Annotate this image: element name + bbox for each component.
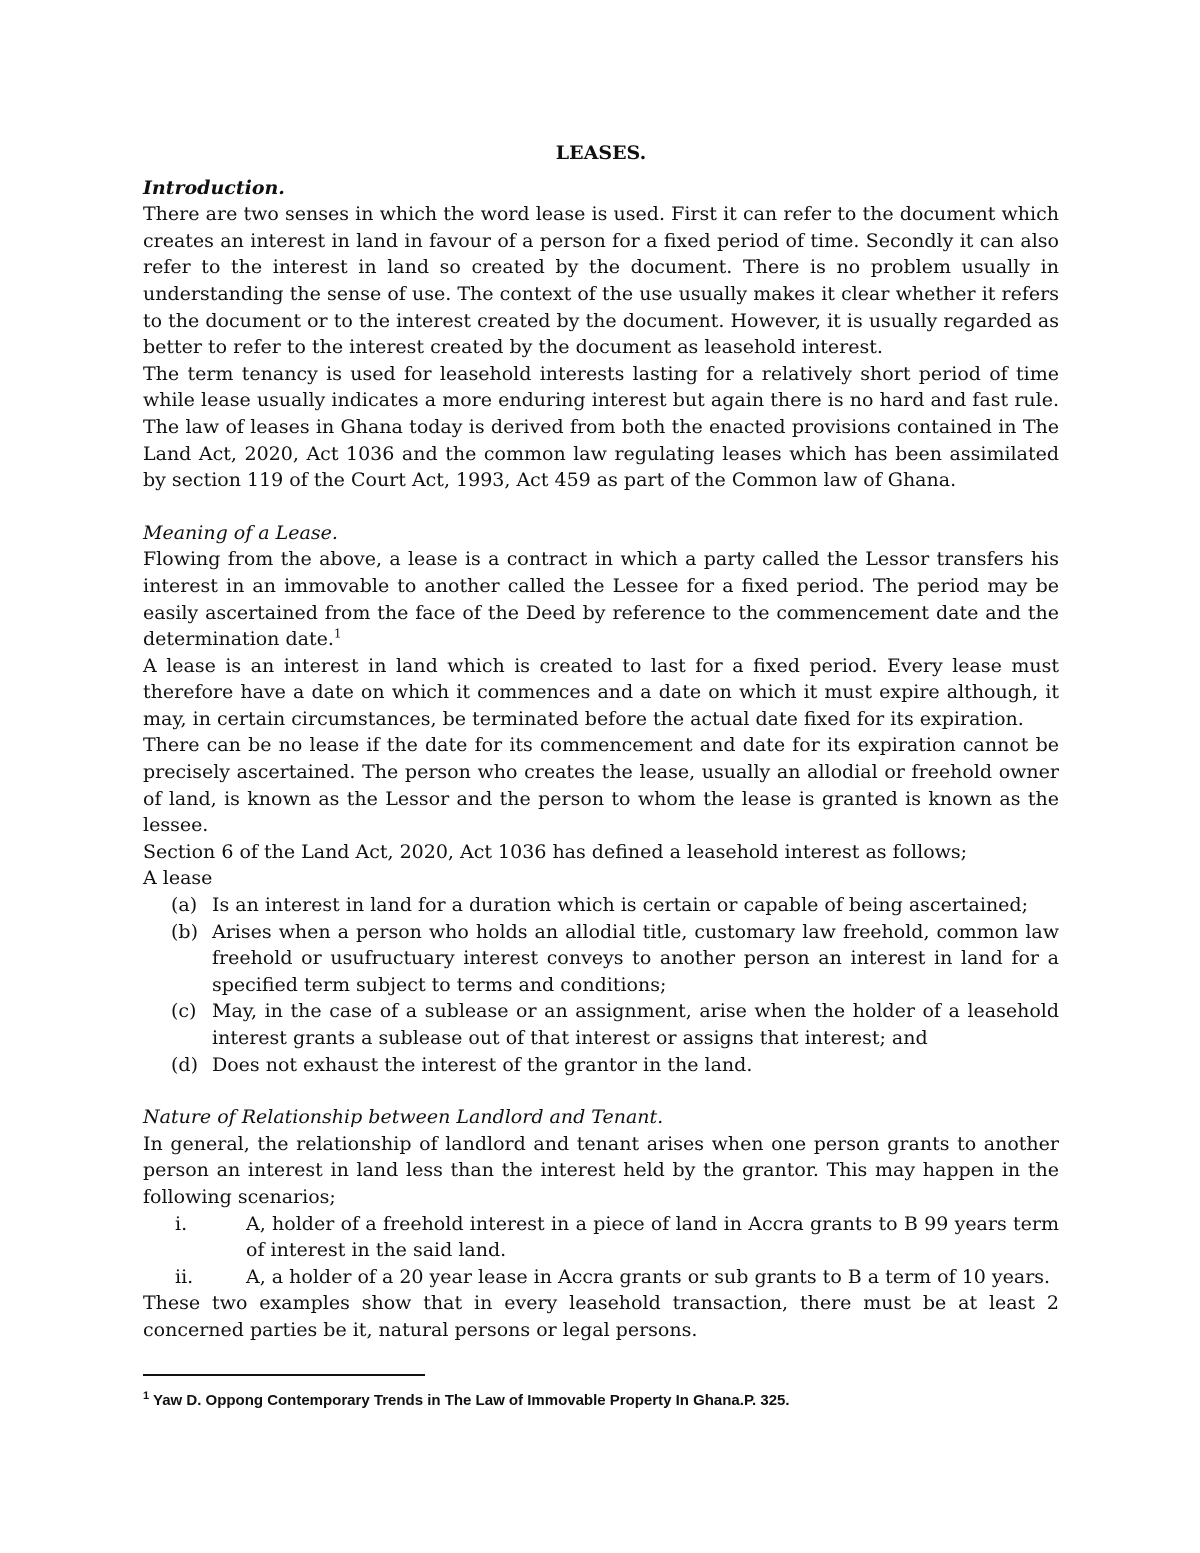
list-marker: (a): [171, 894, 198, 917]
list-item-text: Arises when a person who holds an allodial title, customary law freehold, common law freehold or usufructuary interest conveys to another person an interest in land for a specified term subject to terms and conditions;: [212, 920, 1059, 996]
intro-paragraph-2: The term tenancy is used for leasehold interests lasting for a relatively short period of time while lease usually indicates a more enduring interest but again there is no hard and fast rule. The law of leases in Ghana today is derived from both the enacted provisions contained in The Land Act, 2020, Act 1036 and the common law regulating leases which has been assimilated by section 119 of the Court Act, 1993, Act 459 as part of the Common law of Ghana.: [143, 362, 1059, 492]
lease-definition-list: [143, 892, 1059, 1078]
section-gap: [143, 1078, 1059, 1104]
meaning-paragraph-1-text: Flowing from the above, a lease is a contract in which a party called the Lessor transfers his interest in an immovable to another called the Lessee for a fixed period. The period may be easily ascertained from the face of the Deed by reference to the commencement date and the determination date.: [143, 548, 1059, 651]
document-title: LEASES.: [555, 142, 647, 164]
list-item: [143, 1211, 1059, 1264]
list-marker: (d): [171, 1053, 198, 1076]
meaning-paragraph-1: [143, 546, 1059, 652]
list-marker: ii.: [175, 1265, 194, 1288]
footnote-reference[interactable]: 1: [333, 626, 342, 641]
list-item: [143, 1052, 1059, 1079]
footnote: [143, 1390, 790, 1412]
list-item-text: A, holder of a freehold interest in a piece of land in Accra grants to B 99 years term of interest in the said land.: [246, 1212, 1059, 1262]
footnote-text: Yaw D. Oppong Contemporary Trends in The Law of Immovable Property In Ghana.P. 325.: [149, 1392, 790, 1409]
scenario-list: [143, 1211, 1059, 1291]
meaning-paragraph-4: Section 6 of the Land Act, 2020, Act 1036 has defined a leasehold interest as follows;: [143, 840, 968, 863]
section-gap: [143, 494, 1059, 520]
list-item: [143, 919, 1059, 999]
list-item-text: Is an interest in land for a duration which is certain or capable of being ascertained;: [212, 894, 1028, 917]
list-item: [143, 892, 1059, 919]
list-item: [143, 998, 1059, 1051]
list-marker: (c): [171, 1000, 197, 1023]
introduction-heading: Introduction.: [143, 176, 285, 199]
list-marker: (b): [171, 920, 198, 943]
list-item: [143, 1264, 1059, 1291]
nature-paragraph-1: In general, the relationship of landlord and tenant arises when one person grants to another person an interest in land less than the interest held by the grantor. This may happen in the following scenarios;: [143, 1132, 1059, 1208]
nature-paragraph-2: These two examples show that in every leasehold transaction, there must be at least 2 concerned parties be it, natural persons or legal persons.: [143, 1292, 1059, 1341]
document-page: [143, 140, 1059, 1344]
intro-paragraph-1: There are two senses in which the word lease is used. First it can refer to the document which creates an interest in land in favour of a person for a fixed period of time. Secondly it can also refer to the interest in land so created by the document. There is no problem usually in understanding the sense of use. The context of the use usually makes it clear whether it refers to the document or to the interest created by the document. However, it is usually regarded as better to refer to the interest created by the document as leasehold interest.: [143, 203, 1059, 359]
footnote-marker: 1: [143, 1390, 150, 1402]
list-item-text: May, in the case of a sublease or an assignment, arise when the holder of a leasehold interest grants a sublease out of that interest or assigns that interest; and: [212, 1000, 1059, 1049]
nature-heading: Nature of Relationship between Landlord and Tenant.: [143, 1106, 664, 1129]
list-item-text: A, a holder of a 20 year lease in Accra grants or sub grants to B a term of 10 years.: [246, 1265, 1051, 1288]
meaning-paragraph-2: A lease is an interest in land which is created to last for a fixed period. Every lease must therefore have a date on which it commences and a date on which it must expire although, it may, in certain circumstances, be terminated before the actual date fixed for its expiration.: [143, 654, 1059, 730]
meaning-heading: Meaning of a Lease.: [143, 521, 338, 544]
footnote-separator: [143, 1374, 425, 1376]
meaning-paragraph-5: A lease: [143, 867, 213, 890]
list-item-text: Does not exhaust the interest of the grantor in the land.: [212, 1053, 753, 1076]
meaning-paragraph-3: There can be no lease if the date for its commencement and date for its expiration cannot be precisely ascertained. The person who creates the lease, usually an allodial or freehold owner of land, is known as the Lessor and the person to whom the lease is granted is known as the lessee.: [143, 734, 1059, 837]
list-marker: i.: [175, 1212, 188, 1235]
